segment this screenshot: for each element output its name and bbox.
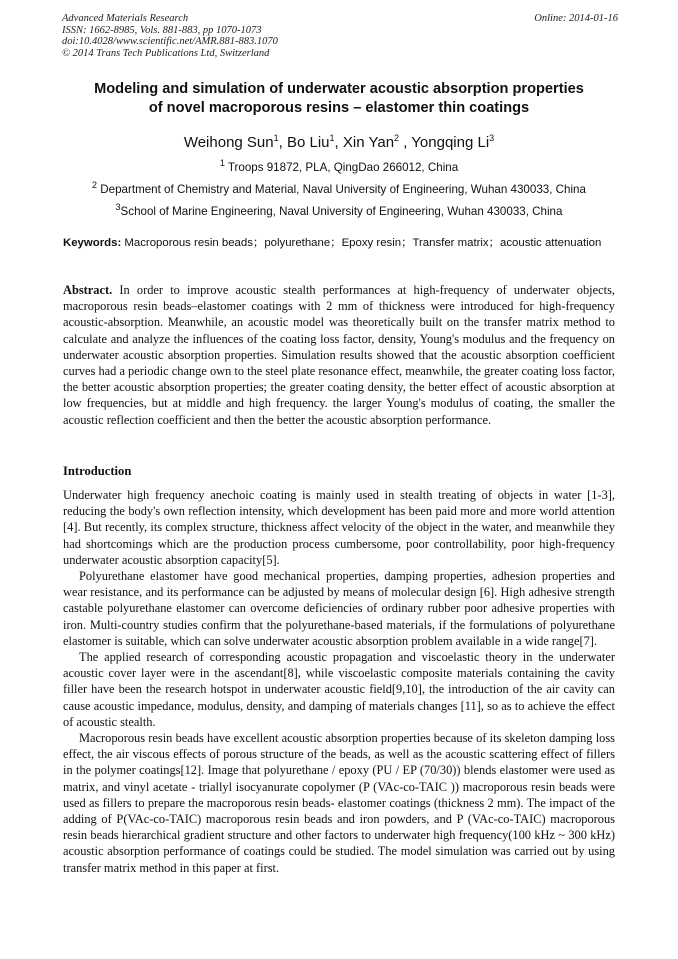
affiliation-sup: 1 [219, 158, 225, 168]
title-line-1: Modeling and simulation of underwater acoustic absorption properties [94, 81, 584, 97]
intro-paragraph: Underwater high frequency anechoic coating is mainly used in stealth treating of objects in water [1-3], reducing the body's own reflection intensity, which development has been paid more and more world attention [4]. But recently, its complex structure, thickness affect velocity of the object in the water, and meanwhile they had shortcomings which are the production process cumbersome, poor controllability, poor high-frequency underwater acoustic absorption capacity[5]. [63, 488, 615, 567]
author-sup: 1 [273, 133, 279, 143]
affiliation-sup: 3 [115, 202, 121, 212]
affiliation-1 [30, 156, 648, 175]
intro-paragraph: The applied research of corresponding acoustic propagation and viscoelastic theory in the underwater acoustic cover layer were in the ascendant[8], while viscoelastic composite materials containing the cavity filler have been the research hotspot in underwater acoustic field[9,10], the introduction of the air cavity can cause acoustic impedance, modulus, density, and damping of materials changes [11], so as to achieve the effect of acoustic stealth. [63, 650, 615, 729]
journal-name: Advanced Materials Research [62, 13, 189, 24]
copyright-line: © 2014 Trans Tech Publications Ltd, Switzerland [62, 47, 270, 59]
doi-line: doi:10.4028/www.scientific.net/AMR.881-883.1070 [62, 36, 278, 48]
author-sep: , [278, 134, 287, 151]
affiliation-text: Department of Chemistry and Material, Naval University of Engineering, Wuhan 430033, China [97, 182, 586, 196]
section-heading-introduction: Introduction [63, 464, 132, 478]
intro-paragraph: Polyurethane elastomer have good mechanical properties, damping properties, adhesion properties and wear resistance, and its performance can be adjusted by means of molecular design [6]. High adhesive strength castable polyurethane elastomer can overcome deficiencies of ordinary rubber poor adhesive properties with iron. Multi-country studies confirm that the polyurethane-based materials, if the formulations of polyurethane elastomer is suitable, which can solve underwater acoustic absorption problem available in a wide range[7]. [63, 569, 615, 648]
author-sep: , [399, 134, 412, 151]
author-name: Yongqing Li [411, 134, 490, 151]
affiliation-text: School of Marine Engineering, Naval University of Engineering, Wuhan 430033, China [120, 204, 563, 218]
abstract [63, 282, 615, 428]
intro-paragraph: Macroporous resin beads have excellent acoustic absorption properties because of its skeleton damping loss effect, the air viscous effects of porous structure of the beads, as well as the acoustic scattering effect of fillers in the polymer coatings[12]. Image that polyurethane / epoxy (PU / EP (70/30)) blends elastomer were used as matrix, and vinyl acetate - triallyl isocyanurate copolymer (P (VAc-co-TAIC )) macroporous resin beads were used as fillers to prepare the macroporous resin beads- elastomer coatings (thickness 2 mm). The impact of the adding of P(VAc-co-TAIC) macroporous resin beads and iron powders, and P (VAc-co-TAIC) macroporous resin beads hierarchical gradient structure and other factors to underwater high frequency(100 kHz ~ 300 kHz) acoustic absorption performance of coatings could be studied. The model simulation was carried out by using transfer matrix method in this paper at first. [63, 731, 615, 875]
author-sup: 1 [329, 133, 335, 143]
keywords-text: Macroporous resin beads；polyurethane；Epoxy resin；Transfer matrix；acoustic attenuation [121, 237, 602, 249]
author-sep: , [334, 134, 343, 151]
keywords-label: Keywords: [63, 237, 122, 249]
author-name: Xin Yan [342, 134, 395, 151]
issn-line: ISSN: 1662-8985, Vols. 881-883, pp 1070-1073 [62, 24, 262, 36]
author-sup: 3 [489, 133, 495, 143]
journal-header [62, 13, 618, 59]
author-name: Weihong Sun [183, 134, 274, 151]
paper-title [40, 80, 638, 118]
abstract-text: In order to improve acoustic stealth performances at high-frequency of underwater objects, macroporous resin beads–elastomer coatings with 2 mm of thickness were introduced for high-frequency acoustic-absorption. Meanwhile, an acoustic model was theoretically built on the transfer matrix method to calculate and analyze the influences of the coating loss factor, density, Young's modulus and the frequency on underwater acoustic absorption properties. Simulation results showed that the acoustic absorption coefficient curves had a periodic change own to the steel plate resonance effect, meanwhile, the greater coating loss factor, the better acoustic absorption properties; the greater coating density, the better effect of acoustic absorption at low frequencies, but at middle and high frequency. the larger Young's modulus of coating, the smaller the acoustic reflection coefficient and then the better the acoustic absorption performance. [63, 283, 615, 427]
abstract-label: Abstract. [63, 283, 113, 297]
author-sup: 2 [394, 133, 400, 143]
online-date: Online: 2014-01-16 [534, 13, 618, 24]
affiliation-3 [30, 200, 648, 219]
author-name: Bo Liu [286, 134, 330, 151]
author-list [40, 128, 638, 153]
title-line-2: of novel macroporous resins – elastomer thin coatings [148, 100, 530, 116]
introduction-section [63, 487, 615, 876]
affiliation-2 [30, 178, 648, 197]
affiliation-text: Troops 91872, PLA, QingDao 266012, China [224, 160, 459, 174]
keywords [63, 236, 615, 252]
affiliation-sup: 2 [92, 180, 98, 190]
